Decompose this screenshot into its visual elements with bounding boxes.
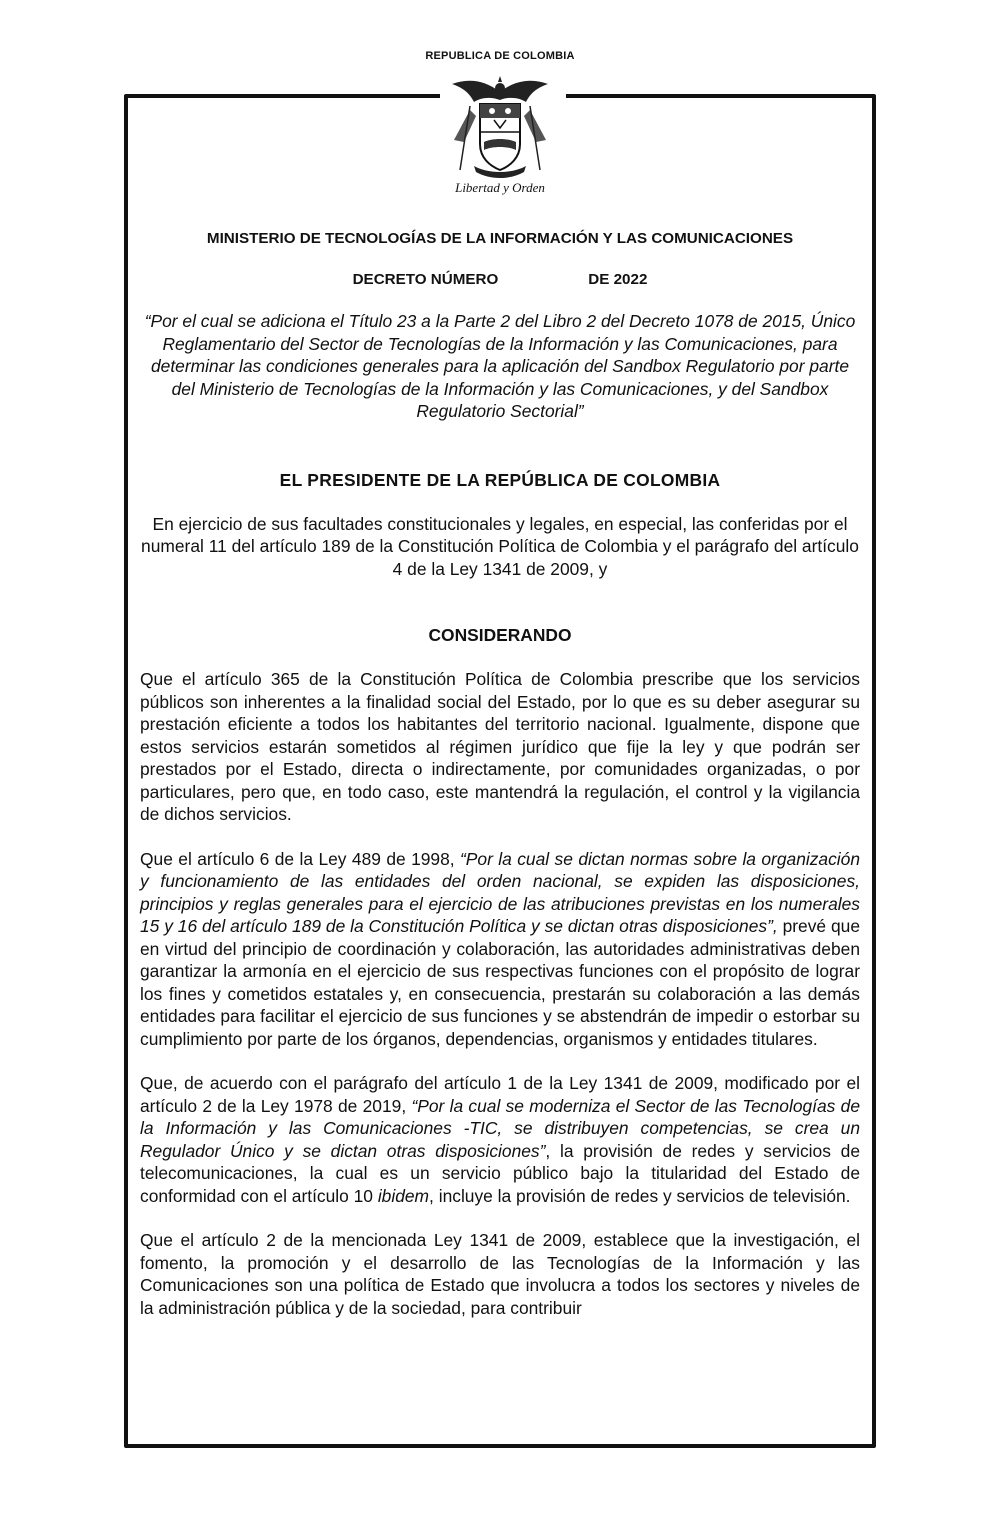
paragraph-3-text-c: , incluye la provisión de redes y servicios de televisión. bbox=[429, 1185, 851, 1206]
considerando-heading: CONSIDERANDO bbox=[428, 625, 572, 645]
decree-label: DECRETO NÚMERO bbox=[352, 271, 499, 288]
ministry-title: MINISTERIO DE TECNOLOGÍAS DE LA INFORMACIÓN Y LAS COMUNICACIONES bbox=[206, 230, 794, 247]
paragraph-3-ibidem: ibidem bbox=[377, 1185, 430, 1206]
paragraph-4: Que el artículo 2 de la mencionada Ley 1341 de 2009, establece que la investigación, el fomento, la promoción y el desarrollo de las Tecnologías de la Información y las Comunicaciones son una política de Estado que involucra a todos los sectores y niveles de la administración pública y de la sociedad, para contribuir bbox=[140, 1230, 860, 1318]
paragraph-3-quote: “Por la cual se moderniza el Sector de las Tecnologías de la Información y las Comunicaciones -TIC, se distribuyen competencias, se crea un Regulador Único y se dictan otras disposiciones” bbox=[140, 1095, 861, 1161]
paragraph-3-text-a: Que, de acuerdo con el parágrafo del artículo 1 de la Ley 1341 de 2009, modificado por el artículo 2 de la Ley 1978 de 2019, bbox=[140, 1073, 860, 1116]
paragraph-3-text-b: , la provisión de redes y servicios de telecomunicaciones, la cual es un servicio público bajo la titularidad del Estado de conformidad con el artículo 10 bbox=[140, 1140, 860, 1206]
decree-year: DE 2022 bbox=[588, 271, 648, 288]
paragraph-3 bbox=[140, 1072, 860, 1207]
country-header: REPUBLICA DE COLOMBIA bbox=[425, 50, 575, 62]
faculties-paragraph: En ejercicio de sus facultades constitucionales y legales, en especial, las conferidas por el numeral 11 del artículo 189 de la Constitución Política de Colombia y el parágrafo del artículo 4 de la Ley 1341 de 2009, y bbox=[141, 513, 859, 579]
paragraph-2-text-a: Que el artículo 6 de la Ley 489 de 1998, bbox=[140, 848, 461, 869]
paragraph-2-text-b: prevé que en virtud del principio de coordinación y colaboración, las autoridades administrativas deben garantizar la armonía en el ejercicio de sus respectivas funciones con el propósito de lograr los fines y cometidos estatales y, en consecuencia, prestarán su colaboración a las demás entidades para facilitar el ejercicio de sus funciones y se abstendrán de impedir o estorbar su cumplimiento por parte de los órganos, dependencias, organismos y entidades titulares. bbox=[140, 916, 860, 1049]
decree-number-line bbox=[140, 271, 860, 288]
paragraph-2 bbox=[140, 848, 860, 1051]
president-heading: EL PRESIDENTE DE LA REPÚBLICA DE COLOMBIA bbox=[279, 469, 721, 490]
paragraph-1: Que el artículo 365 de la Constitución Política de Colombia prescribe que los servicios públicos son inherentes a la finalidad social del Estado, por lo que es su deber asegurar su prestación eficiente a todos los habitantes del territorio nacional. Igualmente, dispone que estos servicios estarán sometidos al régimen jurídico que fije la ley y que podrán ser prestados por el Estado, directa o indirectamente, por comunidades organizadas, o por particulares, pero que, en todo caso, este mantendrá la regulación, el control y la vigilancia de dichos servicios. bbox=[140, 669, 860, 824]
decree-subtitle: “Por el cual se adiciona el Título 23 a la Parte 2 del Libro 2 del Decreto 1078 de 2015, Único Reglamentario del Sector de Tecnologías de la Información y las Comunicaciones, para determinar las condiciones generales para la aplicación del Sandbox Regulatorio por parte del Ministerio de Tecnologías de la Información y las Comunicaciones, y del Sandbox Regulatorio Sectorial” bbox=[144, 311, 856, 421]
paragraph-2-quote: “Por la cual se dictan normas sobre la organización y funcionamiento de las entidades del orden nacional, se expiden las disposiciones, principios y reglas generales para el ejercicio de las atribuciones previstas en los numerales 15 y 16 del artículo 189 de la Constitución Política y se dictan otras disposiciones”, bbox=[140, 848, 860, 936]
document-body bbox=[140, 230, 860, 1319]
motto: Libertad y Orden bbox=[455, 180, 545, 195]
